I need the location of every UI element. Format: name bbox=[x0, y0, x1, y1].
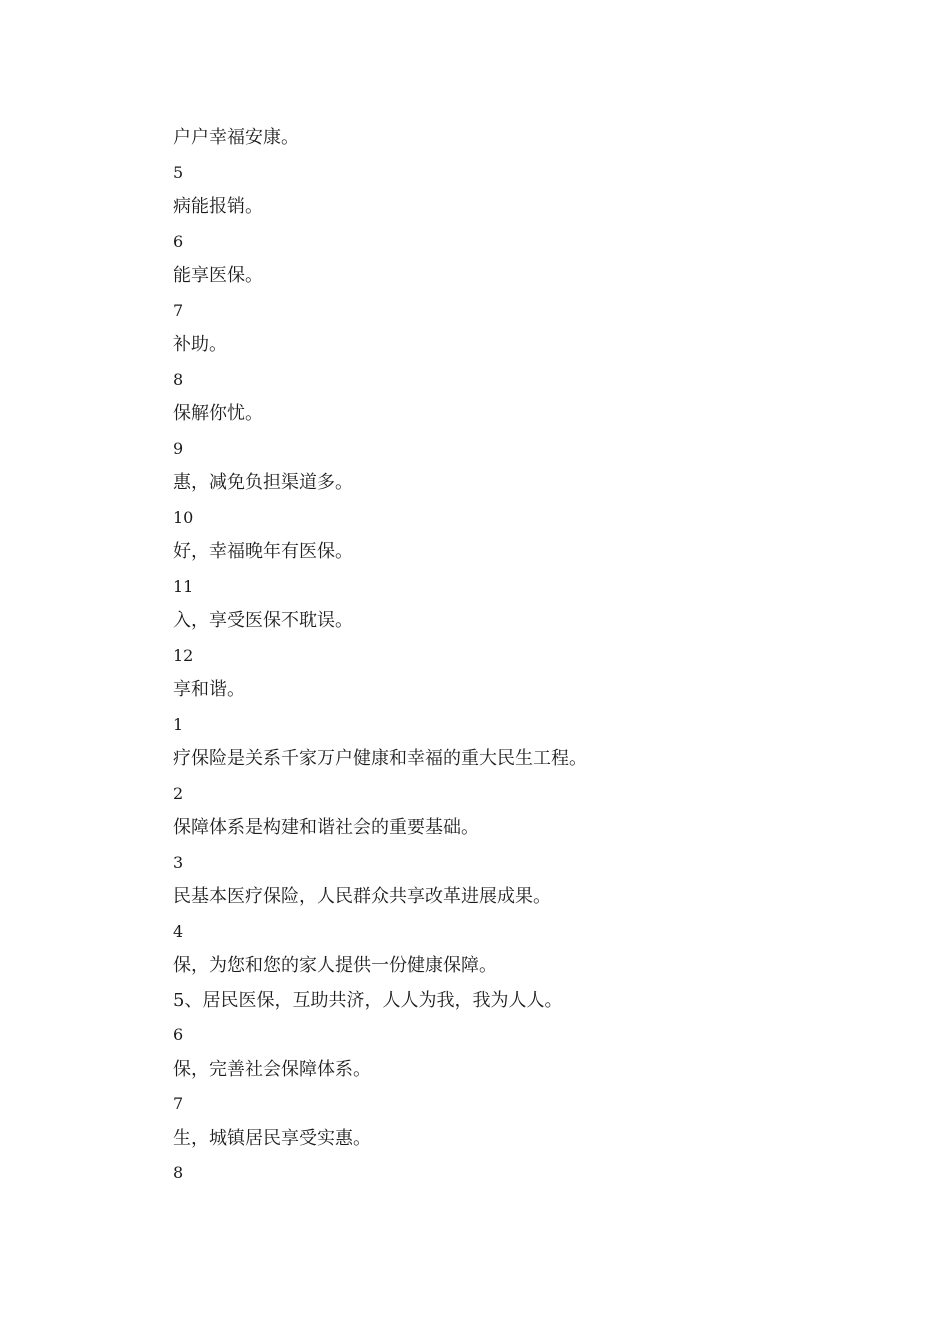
line-number: 7 bbox=[173, 1094, 184, 1113]
text-line: 生，城镇居民享受实惠。 bbox=[173, 1127, 371, 1149]
line-number: 8 bbox=[173, 1163, 184, 1182]
text-line: 惠，减免负担渠道多。 bbox=[173, 472, 353, 493]
text-line: 享和谐。 bbox=[173, 679, 245, 700]
text-line: 病能报销。 bbox=[173, 196, 263, 217]
line-number: 9 bbox=[173, 438, 184, 458]
text-line: 民基本医疗保险，人民群众共享改革进展成果。 bbox=[173, 886, 551, 907]
text-line: 保障体系是构建和谐社会的重要基础。 bbox=[173, 817, 479, 838]
line-number: 6 bbox=[173, 231, 184, 251]
text-line: 保，为您和您的家人提供一份健康保障。 bbox=[173, 955, 497, 976]
line-number: 11 bbox=[173, 576, 194, 596]
line-number: 4 bbox=[173, 921, 184, 941]
document-body bbox=[173, 121, 873, 1191]
line-number: 8 bbox=[173, 369, 184, 389]
text-line: 户户幸福安康。 bbox=[173, 127, 299, 148]
text-line: 保解你忧。 bbox=[173, 403, 263, 424]
line-number: 6 bbox=[173, 1025, 184, 1044]
text-line: 保，完善社会保障体系。 bbox=[173, 1058, 371, 1080]
line-number: 5 bbox=[173, 162, 184, 182]
line-number: 12 bbox=[173, 645, 194, 665]
text-line: 5、居民医保，互助共济，人人为我，我为人人。 bbox=[173, 989, 563, 1011]
line-number: 2 bbox=[173, 783, 184, 803]
line-number: 1 bbox=[173, 714, 184, 734]
line-number: 7 bbox=[173, 300, 184, 320]
line-number: 10 bbox=[173, 507, 194, 527]
text-line: 疗保险是关系千家万户健康和幸福的重大民生工程。 bbox=[173, 748, 587, 769]
text-line: 补助。 bbox=[173, 334, 227, 355]
text-line: 入，享受医保不耽误。 bbox=[173, 610, 353, 631]
line-number: 3 bbox=[173, 852, 184, 872]
text-line: 能享医保。 bbox=[173, 265, 263, 286]
text-line: 好，幸福晚年有医保。 bbox=[173, 541, 353, 562]
